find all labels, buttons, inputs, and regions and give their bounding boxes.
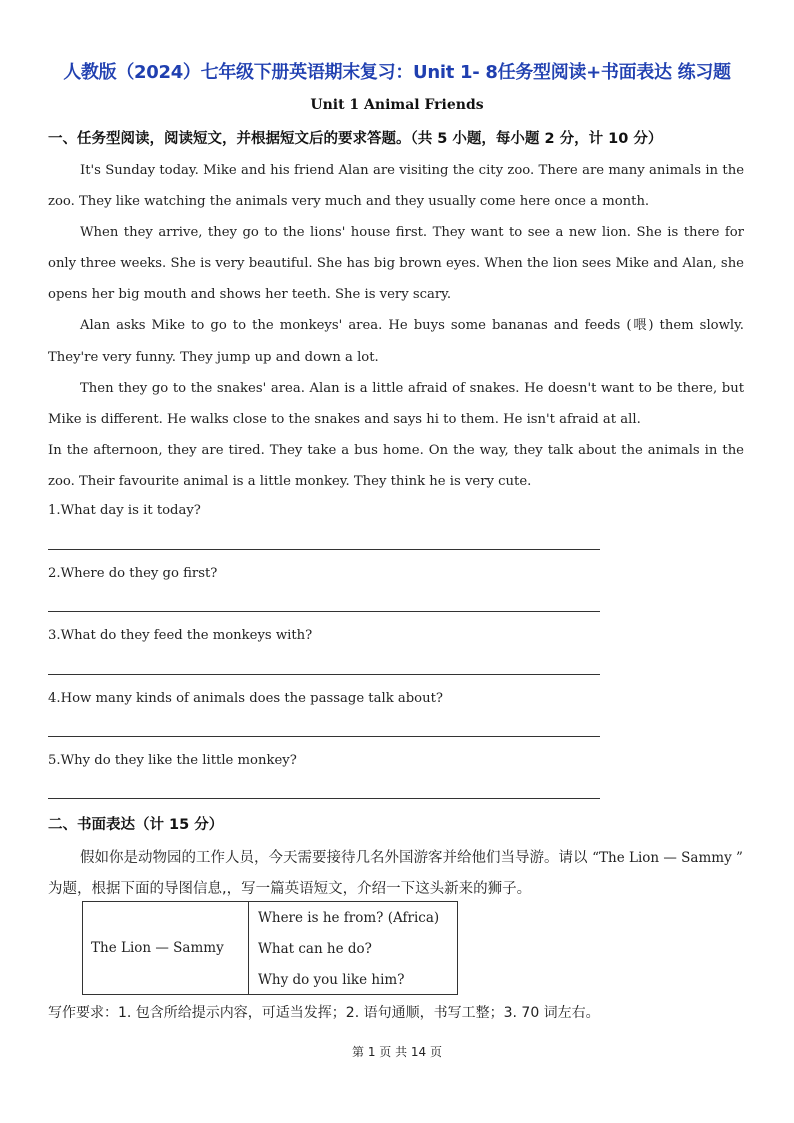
- writing-prompt: [48, 843, 748, 905]
- mind-map-center: The Lion — Sammy: [91, 940, 224, 956]
- document-title: 人教版（2024）七年级下册英语期末复习：Unit 1- 8任务型阅读+书面表达 练习题: [63, 62, 731, 83]
- question-1: 1.What day is it today?: [48, 503, 201, 518]
- answer-line-2[interactable]: [48, 611, 600, 612]
- answer-line-5[interactable]: [48, 798, 600, 799]
- reading-passage: [48, 155, 744, 497]
- passage-paragraph: When they arrive, they go to the lions' house first. They want to see a new lion. She is there for only three weeks. She is very beautiful. She has big brown eyes. When the lion sees Mike and Alan, she opens her big mouth and shows her teeth. She is very scary.: [48, 225, 744, 303]
- unit-title: Unit 1 Animal Friends: [310, 97, 484, 113]
- mind-map-center-cell: [83, 902, 249, 994]
- passage-paragraph: Alan asks Mike to go to the monkeys' area. He buys some bananas and feeds (喂) them slowly. They're very funny. They jump up and down a lot.: [48, 318, 744, 365]
- question-3: 3.What do they feed the monkeys with?: [48, 628, 313, 643]
- answer-line-3[interactable]: [48, 674, 600, 675]
- mind-map-question: Why do you like him?: [258, 972, 405, 988]
- question-4: 4.How many kinds of animals does the passage talk about?: [48, 691, 443, 706]
- section2-heading: 二、书面表达（计 15 分）: [48, 817, 224, 833]
- prompt-title: “The Lion — Sammy ”: [592, 850, 743, 866]
- passage-paragraph: Then they go to the snakes' area. Alan is a little afraid of snakes. He doesn't want to be there, but Mike is different. He walks close to the snakes and says hi to them. He isn't afraid at all.: [48, 380, 744, 427]
- answer-line-1[interactable]: [48, 549, 600, 550]
- passage-paragraph: It's Sunday today. Mike and his friend Alan are visiting the city zoo. There are many animals in the zoo. They like watching the animals very much and they usually come here once a month.: [48, 163, 744, 210]
- passage-paragraph: In the afternoon, they are tired. They take a bus home. On the way, they talk about the animals in the zoo. Their favourite animal is a little monkey. They think he is very cute.: [48, 442, 744, 489]
- writing-requirements: 写作要求：1. 包含所给提示内容，可适当发挥；2. 语句通顺，书写工整；3. 70 词左右。: [48, 1005, 600, 1021]
- question-5: 5.Why do they like the little monkey?: [48, 753, 297, 768]
- mind-map-question: Where is he from? (Africa): [258, 910, 440, 926]
- prompt-text: 为题，根据下面的导图信息,，写一篇英语短文，介绍一下这头新来的狮子。: [48, 881, 532, 897]
- mind-map-question: What can he do?: [258, 941, 372, 957]
- mind-map-table: [82, 901, 458, 995]
- prompt-text: 假如你是动物园的工作人员，今天需要接待几名外国游客并给他们当导游。请以: [80, 850, 593, 866]
- page-number: 第 1 页 共 14 页: [352, 1045, 442, 1059]
- question-2: 2.Where do they go first?: [48, 566, 218, 581]
- section1-heading: 一、任务型阅读，阅读短文，并根据短文后的要求答题。（共 5 小题，每小题 2 分，计 10 分）: [48, 131, 663, 147]
- answer-line-4[interactable]: [48, 736, 600, 737]
